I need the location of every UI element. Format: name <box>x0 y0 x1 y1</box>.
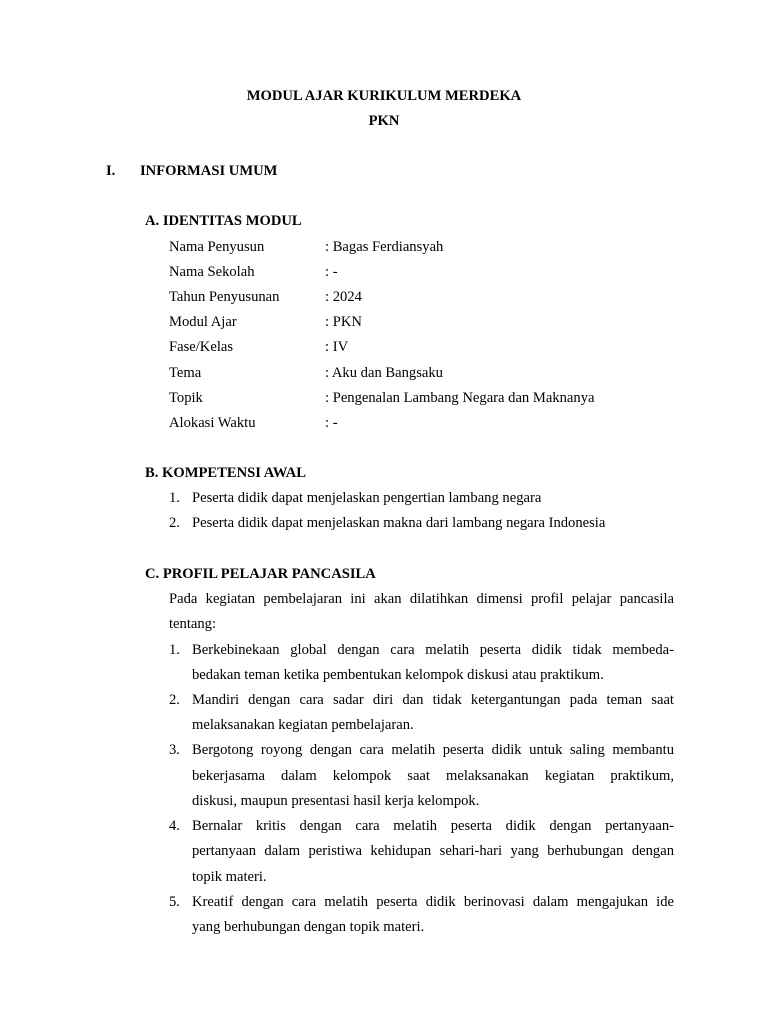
list-number: 2. <box>169 692 180 708</box>
identitas-value: : 2024 <box>325 289 362 305</box>
identitas-value: : Aku dan Bangsaku <box>325 365 443 381</box>
list-text-line: bedakan teman ketika pembentukan kelompok diskusi atau praktikum. <box>192 667 604 683</box>
paragraph-line: Pada kegiatan pembelajaran ini akan dilatihkan dimensi profil pelajar pancasila <box>169 591 674 607</box>
list-number: 1. <box>169 490 180 506</box>
identitas-value: : PKN <box>325 314 362 330</box>
list-text-line: Kreatif dengan cara melatih peserta didik berinovasi dalam mengajukan ide <box>192 894 674 910</box>
list-number: 2. <box>169 515 180 531</box>
document-title: MODUL AJAR KURIKULUM MERDEKA <box>246 88 522 104</box>
list-text-line: Bergotong royong dengan cara melatih peserta didik untuk saling membantu <box>192 742 674 758</box>
list-text-line: Mandiri dengan cara sadar diri dan tidak ketergantungan pada teman saat <box>192 692 674 708</box>
document-subject: PKN <box>368 113 400 129</box>
identitas-label: Nama Sekolah <box>169 264 255 280</box>
list-text-line: bekerjasama dalam kelompok saat melaksanakan kegiatan praktikum, <box>192 768 674 784</box>
list-text-line: Berkebinekaan global dengan cara melatih peserta didik tidak membeda- <box>192 642 674 658</box>
identitas-value: : IV <box>325 339 349 355</box>
list-text: Peserta didik dapat menjelaskan pengertian lambang negara <box>192 490 542 506</box>
identitas-label: Tahun Penyusunan <box>169 289 280 305</box>
list-number: 1. <box>169 642 180 658</box>
identitas-label: Tema <box>169 365 202 381</box>
identitas-label: Topik <box>169 390 203 406</box>
subsection-heading-profil-pelajar-pancasila: C. PROFIL PELAJAR PANCASILA <box>145 566 376 582</box>
list-text-line: pertanyaan dalam peristiwa kehidupan sehari-hari yang berhubungan dengan <box>192 843 674 859</box>
subsection-heading-identitas-modul: A. IDENTITAS MODUL <box>145 213 302 229</box>
section-numeral: I. <box>106 163 116 179</box>
subsection-heading-kompetensi-awal: B. KOMPETENSI AWAL <box>145 465 306 481</box>
identitas-label: Modul Ajar <box>169 314 237 330</box>
list-number: 4. <box>169 818 180 834</box>
identitas-label: Nama Penyusun <box>169 239 265 255</box>
section-heading-informasi-umum: INFORMASI UMUM <box>140 163 278 179</box>
identitas-label: Fase/Kelas <box>169 339 234 355</box>
list-text-line: topik materi. <box>192 869 267 885</box>
paragraph-line: tentang: <box>169 616 217 632</box>
identitas-value: : - <box>325 415 338 431</box>
list-number: 5. <box>169 894 180 910</box>
list-text-line: Bernalar kritis dengan cara melatih peserta didik dengan pertanyaan- <box>192 818 674 834</box>
list-number: 3. <box>169 742 180 758</box>
identitas-label: Alokasi Waktu <box>169 415 256 431</box>
identitas-value: : Bagas Ferdiansyah <box>325 239 444 255</box>
list-text-line: melaksanakan kegiatan pembelajaran. <box>192 717 414 733</box>
list-text-line: yang berhubungan dengan topik materi. <box>192 919 425 935</box>
identitas-value: : - <box>325 264 338 280</box>
list-text: Peserta didik dapat menjelaskan makna dari lambang negara Indonesia <box>192 515 606 531</box>
list-text-line: diskusi, maupun presentasi hasil kerja kelompok. <box>192 793 480 809</box>
identitas-value: : Pengenalan Lambang Negara dan Maknanya <box>325 390 595 406</box>
